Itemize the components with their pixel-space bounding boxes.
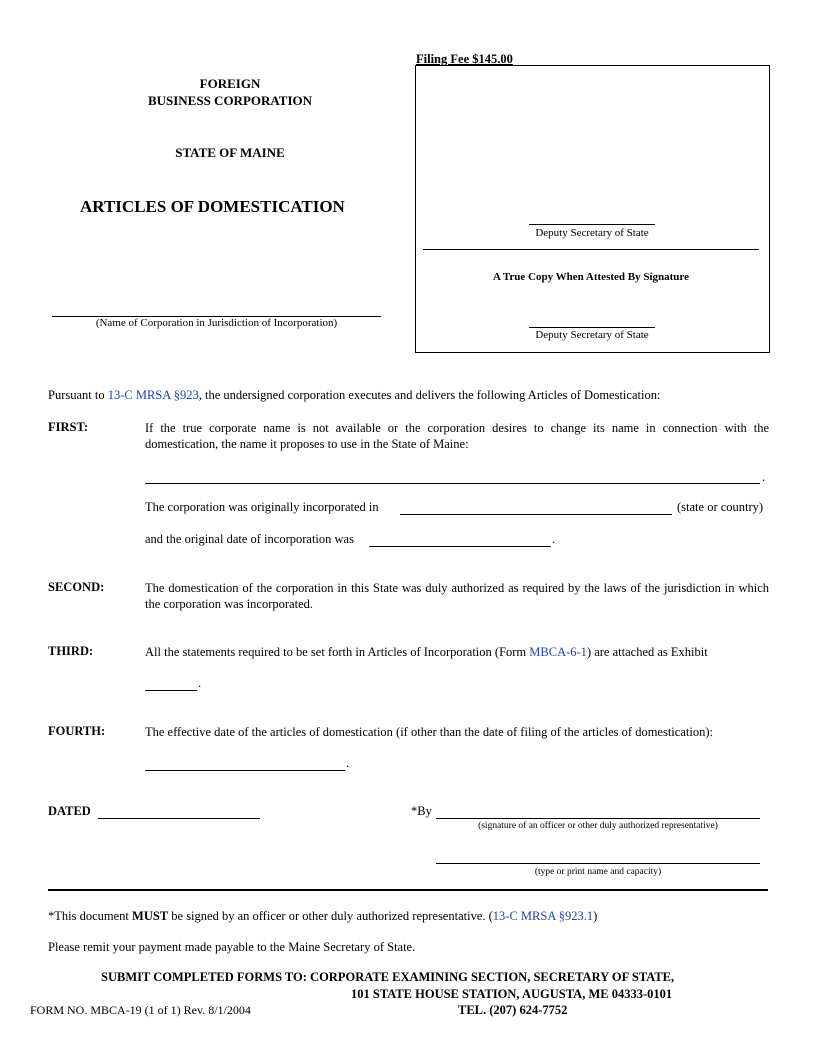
submit-line-2: 101 STATE HOUSE STATION, AUGUSTA, ME 04333-0101 xyxy=(351,987,673,1001)
statute-link[interactable]: 13-C MRSA §923 xyxy=(107,388,199,402)
deputy-caption-2: Deputy Secretary of State xyxy=(535,329,649,341)
submit-line-1: SUBMIT COMPLETED FORMS TO: CORPORATE EXAMINING SECTION, SECRETARY OF STATE, xyxy=(101,970,675,984)
incorporation-date-prefix: and the original date of incorporation was xyxy=(145,532,354,546)
fourth-label: FOURTH: xyxy=(48,724,106,738)
signature-note xyxy=(48,909,770,924)
intro-prefix: Pursuant to xyxy=(48,388,108,402)
note-prefix: *This document xyxy=(48,909,133,923)
first-label: FIRST: xyxy=(48,420,89,434)
header-line2: BUSINESS CORPORATION xyxy=(147,93,313,108)
exhibit-period: . xyxy=(198,676,202,690)
intro-suffix: , the undersigned corporation executes and delivers the following Articles of Domestication: xyxy=(198,388,661,402)
statute-923-1-link[interactable]: 13-C MRSA §923.1 xyxy=(492,909,594,923)
telephone: TEL. (207) 624-7752 xyxy=(458,1003,568,1017)
incorporated-in-prefix: The corporation was originally incorporated in xyxy=(145,500,379,514)
footer-divider xyxy=(48,889,768,891)
intro-paragraph xyxy=(48,388,770,403)
page-title: ARTICLES OF DOMESTICATION xyxy=(80,197,345,216)
first-text: If the true corporate name is not available or the corporation desires to change its name in connection with the domestication, the name it proposes to use in the State of Maine: xyxy=(145,421,769,451)
deputy-signature-line-2 xyxy=(529,327,655,328)
proposed-name-line[interactable] xyxy=(145,483,760,484)
proposed-name-period: . xyxy=(762,470,766,484)
fourth-text: The effective date of the articles of domestication (if other than the date of filing of the articles of domestication): xyxy=(145,725,713,739)
second-label: SECOND: xyxy=(48,580,105,594)
by-label: *By xyxy=(411,804,432,818)
incorporation-date-period: . xyxy=(552,532,556,546)
incorporated-in-suffix: (state or country) xyxy=(677,500,764,514)
deputy-caption-1: Deputy Secretary of State xyxy=(535,227,649,239)
dated-label: DATED xyxy=(48,804,91,818)
effective-date-line[interactable] xyxy=(145,770,345,771)
incorporation-date-line[interactable] xyxy=(369,546,551,547)
filing-stamp-box xyxy=(415,65,770,353)
stamp-divider xyxy=(423,249,759,250)
print-name-caption: (type or print name and capacity) xyxy=(534,867,662,877)
print-name-line[interactable] xyxy=(436,863,760,864)
filing-fee: Filing Fee $145.00 xyxy=(416,52,513,66)
true-copy-text: A True Copy When Attested By Signature xyxy=(493,271,689,283)
state-heading: STATE OF MAINE xyxy=(175,145,285,160)
form-number: FORM NO. MBCA-19 (1 of 1) Rev. 8/1/2004 xyxy=(30,1003,251,1017)
third-text-suffix: ) are attached as Exhibit xyxy=(586,645,708,659)
signature-caption: (signature of an officer or other duly authorized representative) xyxy=(478,821,718,831)
signature-line[interactable] xyxy=(436,818,760,819)
incorporated-in-line[interactable] xyxy=(400,514,672,515)
header-line1: FOREIGN xyxy=(199,76,261,91)
form-mbca-6-1-link[interactable]: MBCA-6-1 xyxy=(529,645,587,659)
third-label: THIRD: xyxy=(48,644,94,658)
corporation-name-caption: (Name of Corporation in Jurisdiction of Incorporation) xyxy=(95,317,338,329)
third-text xyxy=(145,644,769,660)
note-suffix: ) xyxy=(593,909,598,923)
second-text: The domestication of the corporation in this State was duly authorized as required by the laws of the jurisdiction in which the corporation was incorporated. xyxy=(145,581,769,611)
deputy-signature-line-1 xyxy=(529,224,655,225)
note-must: MUST xyxy=(132,909,169,923)
exhibit-line[interactable] xyxy=(145,690,197,691)
effective-date-period: . xyxy=(346,756,350,770)
dated-line[interactable] xyxy=(98,818,260,819)
third-text-prefix: All the statements required to be set forth in Articles of Incorporation (Form xyxy=(145,645,530,659)
note-middle: be signed by an officer or other duly authorized representative. ( xyxy=(168,909,493,923)
remit-note: Please remit your payment made payable to the Maine Secretary of State. xyxy=(48,940,416,954)
